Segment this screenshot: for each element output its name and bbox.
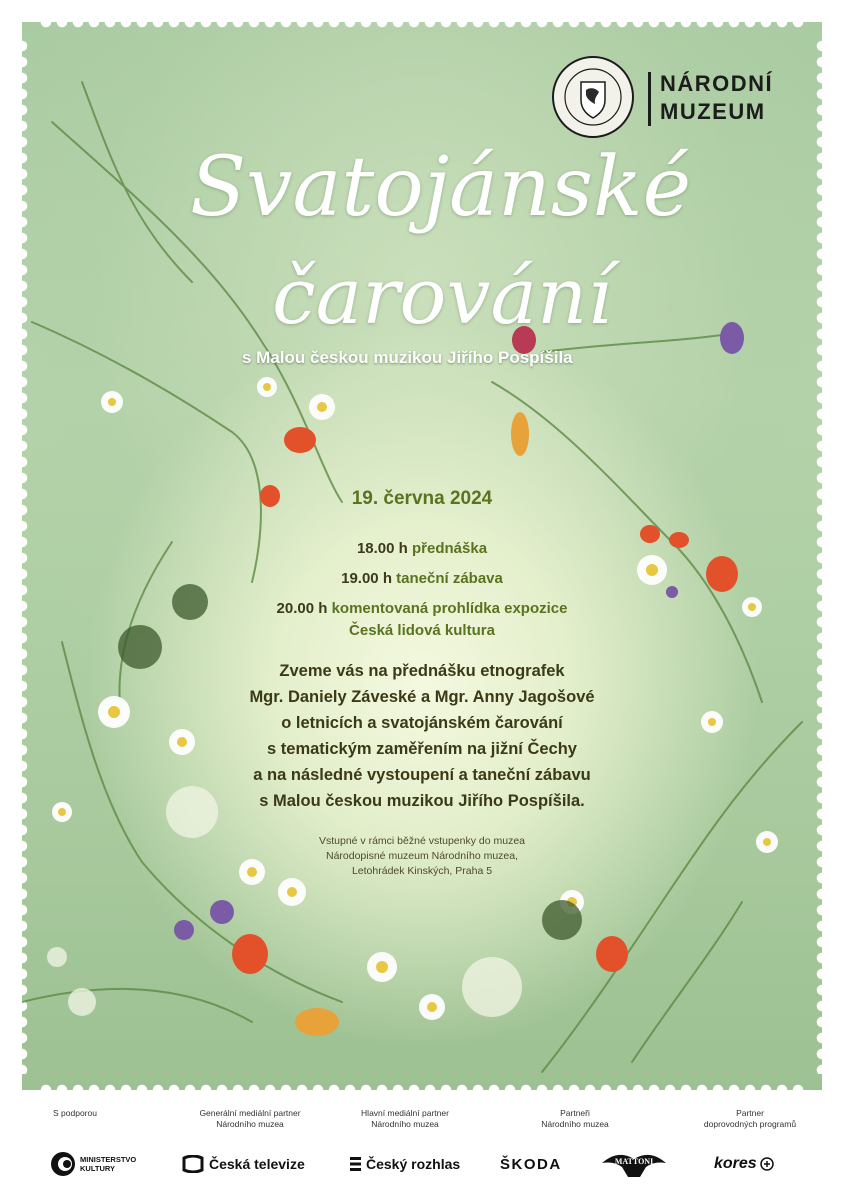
poster-artwork bbox=[22, 22, 822, 1090]
kores-emblem-icon bbox=[759, 1156, 775, 1172]
mattoni-logo bbox=[600, 1150, 668, 1178]
program-time: 18.00 h bbox=[356, 540, 408, 557]
kores-logo bbox=[714, 1150, 775, 1178]
skoda-text: ŠKODA bbox=[500, 1155, 562, 1173]
admission-info bbox=[22, 834, 822, 879]
invitation-line: s Malou českou muzikou Jiřího Pospíšila. bbox=[259, 792, 585, 810]
poster-title-line1: Svatojánské bbox=[190, 140, 692, 235]
invitation-text bbox=[22, 658, 822, 814]
program-extra: Česká lidová kultura bbox=[349, 622, 495, 639]
ministry-of-culture-logo bbox=[50, 1150, 136, 1178]
partner-label-programs: Partner doprovodných programů bbox=[703, 1108, 797, 1129]
cro-emblem-icon bbox=[350, 1156, 362, 1172]
program-item bbox=[22, 600, 822, 617]
program-time: 20.00 h bbox=[276, 600, 328, 617]
partner-label-general-media: Generální mediální partner Národního muzea bbox=[199, 1108, 301, 1129]
poster-title-line2: čarování bbox=[272, 252, 613, 342]
partner-label-main-media: Hlavní mediální partner Národního muzea bbox=[361, 1108, 449, 1129]
partner-label-partners: Partneři Národního muzea bbox=[541, 1108, 609, 1129]
poster-subtitle: s Malou českou muzikou Jiřího Pospíšila bbox=[242, 348, 573, 367]
cesky-rozhlas-logo bbox=[350, 1150, 460, 1178]
admission-line: Národopisné muzeum Národního muzea, bbox=[325, 850, 519, 862]
ministry-logo-line2: KULTURY bbox=[80, 1164, 115, 1173]
museum-name bbox=[660, 70, 800, 126]
admission-line: Letohrádek Kinských, Praha 5 bbox=[351, 865, 493, 877]
ministry-emblem-icon bbox=[50, 1151, 76, 1177]
logo-divider bbox=[648, 72, 651, 126]
admission-line: Vstupné v rámci běžné vstupenky do muzea bbox=[318, 835, 526, 847]
invitation-line: a na následné vystoupení a taneční zábavu bbox=[253, 766, 591, 784]
museum-seal-icon bbox=[550, 54, 636, 140]
event-date: 19. června 2024 bbox=[351, 488, 493, 509]
kores-text: kores bbox=[714, 1155, 757, 1172]
program-label: komentovaná prohlídka expozice bbox=[331, 600, 568, 617]
mattoni-eagle-icon bbox=[600, 1149, 668, 1179]
invitation-line: o letnicích a svatojánském čarování bbox=[281, 714, 563, 732]
program-label: taneční zábava bbox=[396, 570, 503, 587]
mattoni-text: MATTONI bbox=[614, 1157, 654, 1166]
ceska-televize-logo bbox=[182, 1150, 305, 1178]
museum-name-line1: NÁRODNÍ bbox=[660, 71, 774, 96]
ct-emblem-icon bbox=[182, 1155, 204, 1173]
partner-label-support: S podporou bbox=[53, 1108, 97, 1118]
ministry-logo-line1: MINISTERSTVO bbox=[80, 1155, 137, 1164]
ceska-televize-text: Česká televize bbox=[209, 1156, 305, 1172]
museum-name-line2: MUZEUM bbox=[660, 99, 766, 124]
invitation-line: s tematickým zaměřením na jižní Čechy bbox=[267, 740, 577, 758]
program-time: 19.00 h bbox=[341, 570, 392, 587]
invitation-line: Mgr. Daniely Záveské a Mgr. Anny Jagošové bbox=[249, 688, 595, 706]
cesky-rozhlas-text: Český rozhlas bbox=[366, 1156, 461, 1172]
program-label: přednáška bbox=[412, 540, 488, 557]
skoda-logo bbox=[500, 1150, 562, 1178]
program-item bbox=[22, 570, 822, 587]
invitation-line: Zveme vás na přednášku etnografek bbox=[279, 662, 565, 680]
program-item bbox=[22, 540, 822, 557]
